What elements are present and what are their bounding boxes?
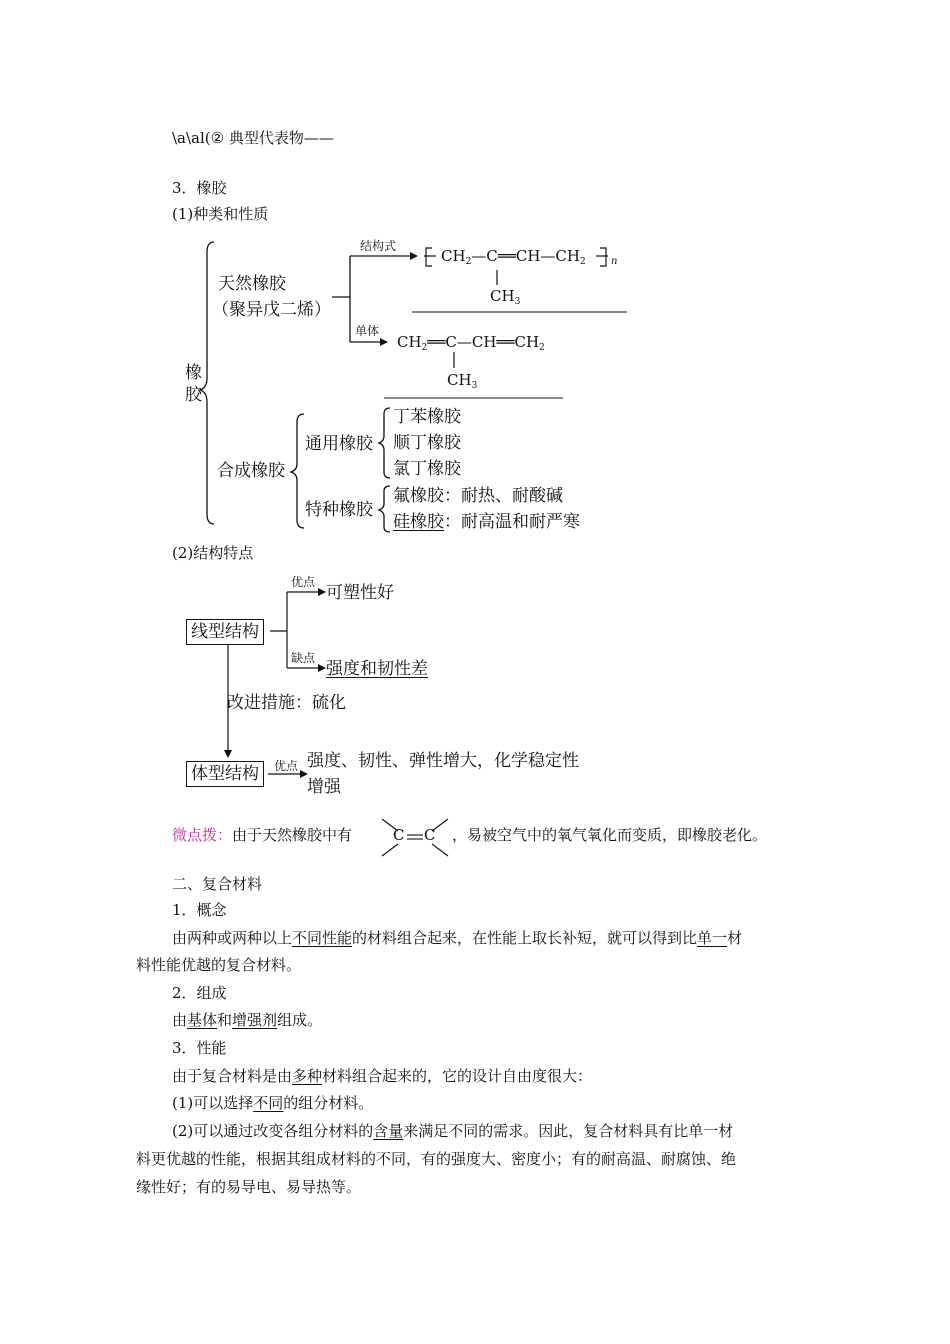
improvement-text: 改进措施：硫化 — [227, 693, 346, 713]
fluoro-rubber-row: 氟橡胶：耐热、耐酸碱 — [393, 486, 563, 506]
network-structure-box: 体型结构 — [186, 761, 264, 787]
polymer-n: n — [611, 256, 618, 267]
tip-text-rest: ，易被空气中的氧气氧化而变质，即橡胶老化。 — [452, 826, 768, 844]
polymer-structure-formula: $CH_2—C══CH—CH_2$ — [441, 247, 586, 267]
structure-formula-label: 结构式 — [360, 239, 397, 253]
silicone-rubber-row: 硅橡胶：耐高温和耐严寒 — [393, 512, 580, 532]
concept-paragraph-line1: 由两种或两种以上不同性能的材料组合起来，在性能上取长补短，就可以得到比单一材 — [172, 929, 743, 947]
rubber-subheading-types: (1)种类和性质 — [172, 205, 269, 223]
natural-rubber-label: 天然橡胶 — [218, 274, 286, 294]
property-paragraph: 由于复合材料是由多种材料组合起来的，它的设计自由度很大： — [172, 1067, 593, 1085]
header-line: \a\al(② 典型代表物—— — [172, 129, 334, 147]
property-item-2-line3: 缘性好；有的易导电、易导热等。 — [136, 1178, 362, 1196]
linear-structure-box: 线型结构 — [186, 619, 264, 645]
monomer-label: 单体 — [355, 324, 380, 338]
special-rubber-label: 特种橡胶 — [305, 500, 373, 520]
tip-label: 微点拨： — [172, 826, 233, 844]
disadvantage-label: 缺点 — [291, 651, 316, 665]
property-item-2-line1: (2)可以通过改变各组分材料的含量来满足不同的需求。因此，复合材料具有比单一材 — [172, 1122, 734, 1140]
cc-right: C — [424, 826, 436, 844]
monomer-methyl: $CH_3$ — [447, 371, 478, 391]
general-rubber-item: 丁苯橡胶 — [393, 407, 461, 427]
property-heading: 3．性能 — [172, 1039, 227, 1057]
advantage-label: 优点 — [291, 575, 316, 589]
disadvantage-text: 强度和韧性差 — [326, 659, 428, 679]
general-rubber-item: 氯丁橡胶 — [393, 459, 461, 479]
network-advantage-line2: 增强 — [307, 777, 341, 797]
general-rubber-item: 顺丁橡胶 — [393, 433, 461, 453]
property-item-2-line2: 料更优越的性能，根据其组成材料的不同，有的强度大、密度小；有的耐高温、耐腐蚀、绝 — [136, 1150, 737, 1168]
property-item-1: (1)可以选择不同的组分材料。 — [172, 1094, 374, 1112]
natural-rubber-note: （聚异戊二烯） — [212, 300, 331, 320]
general-rubber-label: 通用橡胶 — [305, 434, 373, 454]
cc-left: C — [393, 826, 405, 844]
rubber-root-label: 橡胶 — [185, 363, 202, 405]
synthetic-rubber-label: 合成橡胶 — [217, 461, 285, 481]
polymer-methyl: $CH_3$ — [490, 287, 521, 307]
tip-line: 微点拨：由于天然橡胶中有 — [172, 826, 353, 844]
composite-heading: 二、复合材料 — [172, 875, 263, 893]
rubber-heading: 3．橡胶 — [172, 179, 227, 197]
composition-heading: 2．组成 — [172, 984, 227, 1002]
monomer-formula: $CH_2══C—CH══CH_2$ — [397, 333, 545, 353]
network-advantage-line1: 强度、韧性、弹性增大，化学稳定性 — [307, 751, 579, 771]
network-advantage-label: 优点 — [274, 759, 299, 773]
concept-paragraph-line2: 料性能优越的复合材料。 — [136, 956, 302, 974]
rubber-subheading-structure: (2)结构特点 — [172, 544, 254, 562]
advantage-text: 可塑性好 — [326, 583, 394, 603]
concept-heading: 1．概念 — [172, 901, 227, 919]
composition-paragraph: 由基体和增强剂组成。 — [172, 1011, 323, 1029]
